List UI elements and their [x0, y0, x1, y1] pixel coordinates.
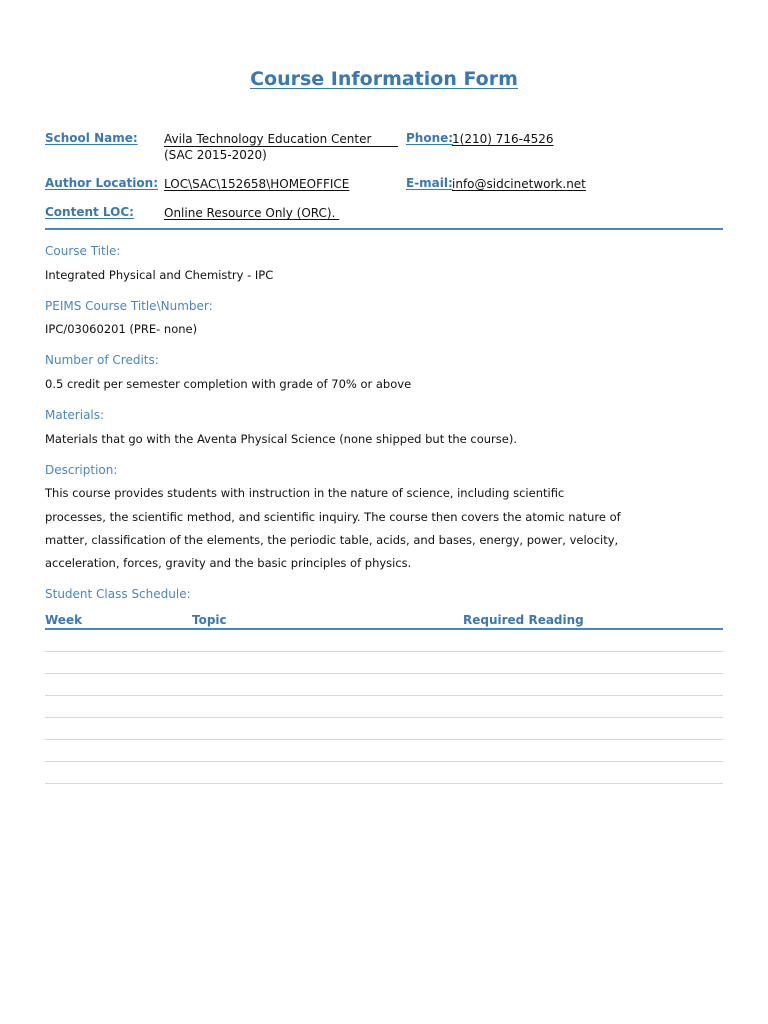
- credits-value: 0.5 credit per semester completion with grade of 70% or above: [45, 377, 412, 391]
- description-line: This course provides students with instruction in the nature of science, including scientific: [45, 486, 565, 500]
- column-required-reading: Required Reading: [463, 613, 584, 627]
- table-row: [45, 761, 723, 762]
- table-row: [45, 739, 723, 740]
- schedule-header-rule: [45, 628, 723, 630]
- table-row: [45, 783, 723, 784]
- school-name-value: [164, 131, 398, 163]
- author-location-label: Author Location:: [45, 176, 158, 190]
- table-row: [45, 673, 723, 674]
- author-location-value: LOC\SAC\152658\HOMEOFFICE: [164, 177, 350, 191]
- phone-label: Phone:: [406, 131, 454, 145]
- school-name-line2: (SAC 2015-2020): [164, 148, 267, 162]
- table-row: [45, 695, 723, 696]
- email-label: E-mail:: [406, 176, 453, 190]
- header-divider: [45, 228, 723, 230]
- description-line: processes, the scientific method, and scientific inquiry. The course then covers the atomic nature of: [45, 510, 621, 524]
- phone-value[interactable]: 1(210) 716-4526: [452, 132, 554, 146]
- email-link[interactable]: info@sidcinetwork.net: [452, 177, 586, 191]
- school-name-label: School Name:: [45, 131, 138, 145]
- content-loc-value: [164, 205, 339, 221]
- description-line: matter, classification of the elements, the periodic table, acids, and bases, energy, power, velocity,: [45, 533, 619, 547]
- table-row: [45, 651, 723, 652]
- content-loc-label: Content LOC:: [45, 205, 134, 219]
- course-title-value: Integrated Physical and Chemistry - IPC: [45, 268, 274, 282]
- materials-label: Materials:: [45, 408, 105, 422]
- materials-value: Materials that go with the Aventa Physical Science (none shipped but the course).: [45, 432, 517, 446]
- description-line: acceleration, forces, gravity and the basic principles of physics.: [45, 556, 412, 570]
- course-title-label: Course Title:: [45, 244, 121, 258]
- column-week: Week: [45, 613, 83, 627]
- form-title: Course Information Form: [250, 68, 518, 90]
- table-row: [45, 717, 723, 718]
- peims-label: PEIMS Course Title\Number:: [45, 299, 213, 313]
- column-topic: Topic: [192, 613, 227, 627]
- peims-value: IPC/03060201 (PRE- none): [45, 322, 198, 336]
- content-loc-underlined: Online Resource Only: [164, 206, 293, 220]
- description-label: Description:: [45, 463, 118, 477]
- school-name-line1: Avila Technology Education Center: [164, 131, 398, 147]
- credits-label: Number of Credits:: [45, 353, 159, 367]
- content-loc-rest: (ORC).: [292, 206, 340, 220]
- schedule-label: Student Class Schedule:: [45, 587, 191, 601]
